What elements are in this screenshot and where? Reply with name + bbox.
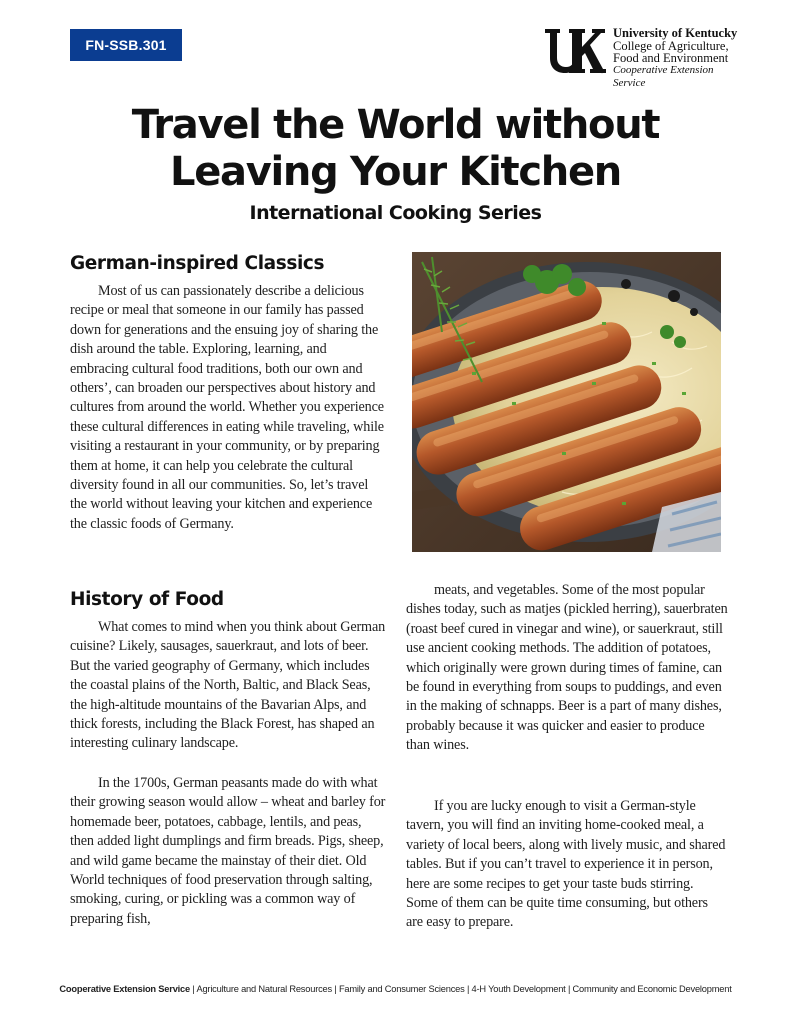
publication-code-badge: FN-SSB.301 [70,29,182,61]
title-line-1: Travel the World without [131,102,660,148]
footer-rest: | Agriculture and Natural Resources | Family and Consumer Sciences | 4-H Youth Development | Community and Economic Development [189,984,732,994]
uk-logo-mark [544,28,606,74]
sausage-sauerkraut-photo [412,252,721,552]
title-line-2: Leaving Your Kitchen [170,149,621,195]
history-paragraph-3: meats, and vegetables. Some of the most popular dishes today, such as matjes (pickled herring), sauerbraten (roast beef cured in vinegar and wine), or sauerkraut, still use ancient cooking methods. The addition of potatoes, which originally were grown during times of famine, can be found in everything from soups to puddings, and even in the making of schnapps. Beer is a part of many dishes, probably because it was quicker and easier to produce than wines. [406,582,728,754]
photo-illustration [412,252,721,552]
logo-extension-service: Cooperative Extension Service [613,64,714,89]
uk-logo-text [613,27,744,90]
history-paragraph-1: What comes to mind when you think about German cuisine? Likely, sausages, sauerkraut, and lots of beer. But the varied geography of Germany, which includes the coastal plains of the North, Baltic, and Black Seas, the high-altitude mountains of the Bavarian Alps, and thick forests, including the Black Forest, has shaped an interesting culinary landscape. [70,619,386,752]
footer-program-areas [0,984,791,994]
uk-logo [544,26,744,89]
section-heading-german-classics: German-inspired Classics [70,253,325,274]
logo-college-line2: Food and Environment [613,51,729,65]
history-paragraph-2: In the 1700s, German peasants made do with what their growing season would allow – wheat and barley for homemade beer, potatoes, cabbage, lentils, and peas, then added light dumplings and firm breads. Pigs, sheep, and wild game became the mainstay of their diet. Old World techniques of food preservation through salting, smoking, curing, or pickling was a common way of preparing fish, [70,775,386,927]
document-title [0,102,791,196]
logo-college-line1: College of Agriculture, [613,39,729,53]
footer-lead: Cooperative Extension Service [59,984,190,994]
document-subtitle: International Cooking Series [249,202,542,224]
section-heading-history-of-food: History of Food [70,589,224,610]
intro-paragraph: Most of us can passionately describe a delicious recipe or meal that someone in our family has passed down for generations and the ensuing joy of sharing the dish around the table. Exploring, learning, and embracing cultural food traditions, both our own and others’, can broaden our perspectives about history and cultures from around the world. Whether you experience these cultural differences in eating while traveling, while visiting a restaurant in your community, or by preparing them at home, it can help you celebrate the cultural diversity found in all our communities. So, let’s travel the world without leaving your kitchen and experience the classic foods of Germany. [70,283,384,532]
history-paragraph-4: If you are lucky enough to visit a German-style tavern, you will find an inviting home-cooked meal, a variety of local beers, along with lively music, and shared tables. But if you can’t travel to experience it in person, here are some recipes to get your taste buds stirring. Some of them can be quite time consuming, but others are easy to prepare. [406,798,726,931]
logo-university: University of Kentucky [613,26,738,40]
